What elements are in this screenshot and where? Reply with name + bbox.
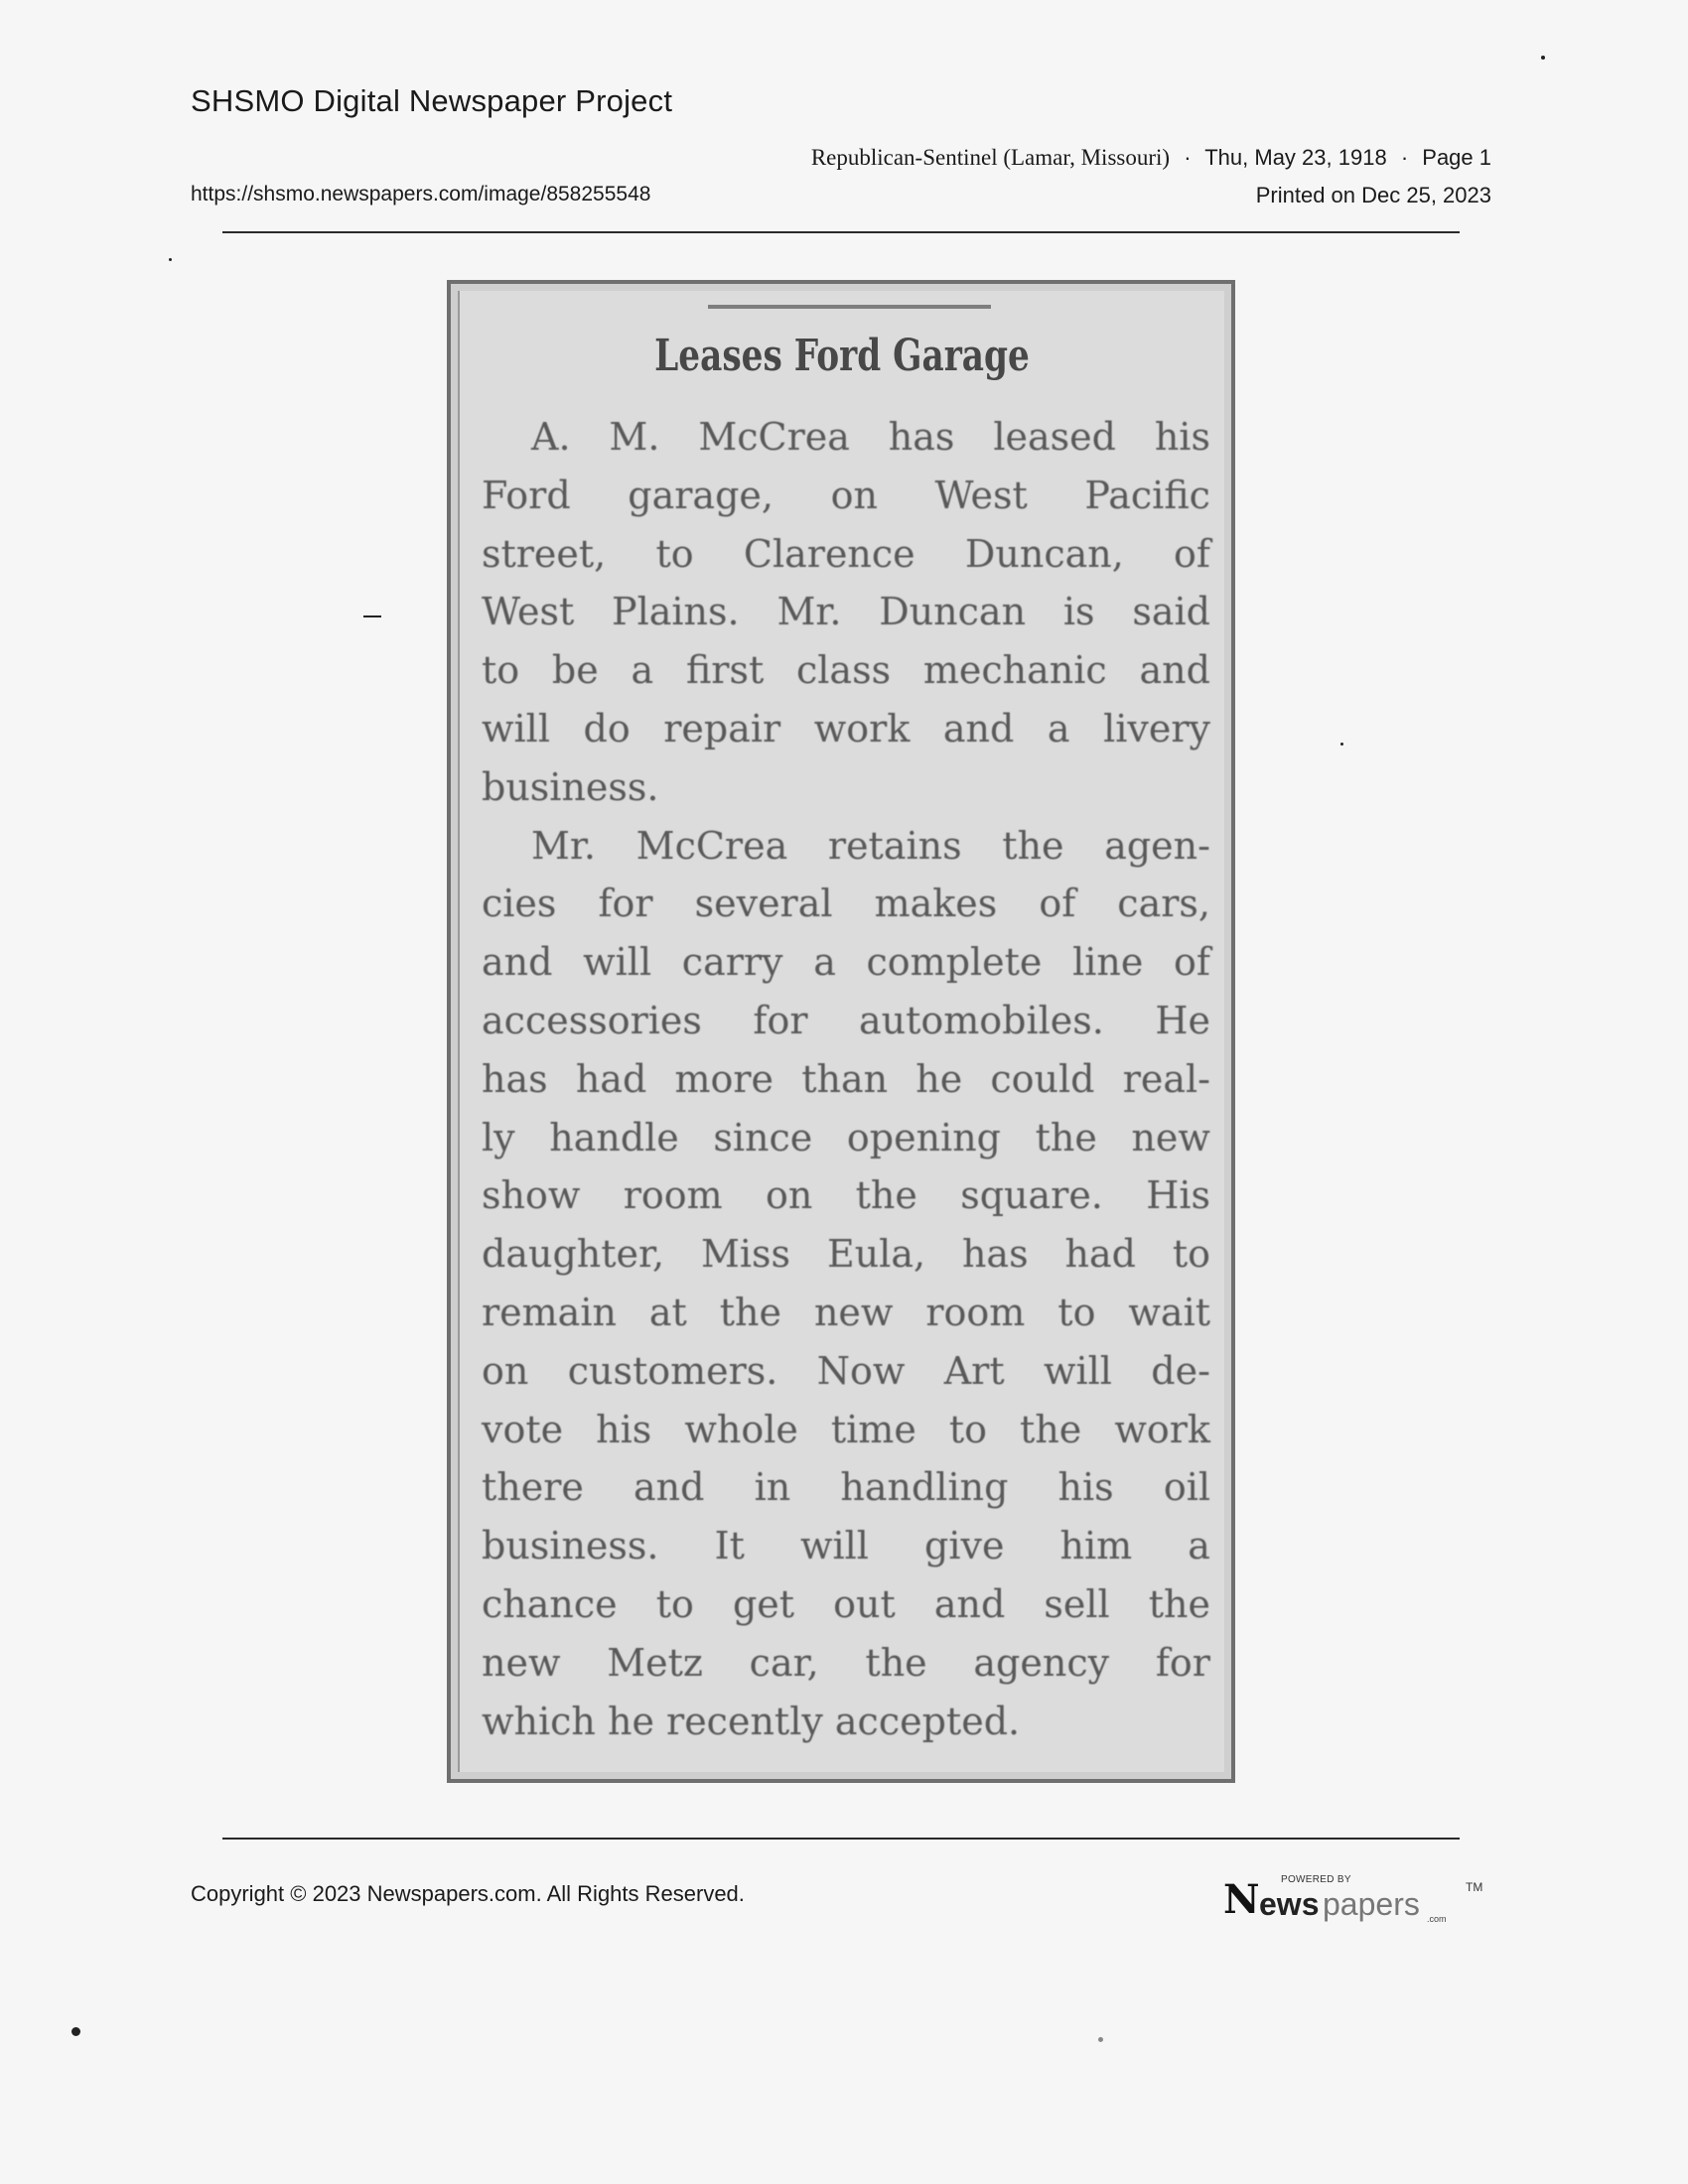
scan-speck [1098,2037,1103,2042]
publication-date: Thu, May 23, 1918 [1204,145,1387,170]
scan-speck [363,615,381,617]
logo-n: N [1223,1876,1260,1923]
logo-papers: papers [1323,1886,1420,1922]
clipping-line: street, to Clarence Duncan, of [482,531,1210,576]
header-divider [222,231,1460,233]
clipping-line: has had more than he could real- [482,1056,1210,1101]
clipping-line: cies for several makes of cars, [482,882,1210,926]
image-url: https://shsmo.newspapers.com/image/858255548 [191,183,651,205]
clipping-line: West Plains. Mr. Duncan is said [482,590,1210,634]
clipping-line: ly handle since opening the new [482,1115,1210,1160]
site-title: SHSMO Digital Newspaper Project [191,83,673,118]
copyright-notice: Copyright © 2023 Newspapers.com. All Rights Reserved. [191,1881,745,1906]
clipping-top-rule [708,305,991,309]
clipping-line: Ford garage, on West Pacific [482,473,1210,517]
page-number: Page 1 [1422,145,1491,170]
publication-name: Republican-Sentinel (Lamar, Missouri) [810,145,1171,170]
logo-trademark: TM [1466,1880,1483,1894]
clipping-text [482,408,1210,1750]
logo-powered-by: POWERED BY [1281,1874,1351,1885]
clipping-line: to be a first class mechanic and [482,648,1210,693]
clipping-line: A. M. McCrea has leased his [531,415,1210,459]
footer-divider [222,1838,1460,1840]
clipping-body [458,291,1224,1772]
newspapers-logo [1223,1874,1491,1924]
clipping-line: remain at the new room to wait [482,1290,1210,1334]
clipping-line: there and in handling his oil [482,1465,1210,1510]
logo-dotcom: .com [1427,1914,1447,1924]
clipping-headline: Leases Ford Garage [654,331,1030,381]
logo-ews: ews [1259,1886,1320,1922]
clipping-line: Mr. McCrea retains the agen- [531,823,1210,868]
newspaper-clipping [447,280,1235,1783]
scan-speck [169,258,172,261]
clipping-line: chance to get out and sell the [482,1581,1210,1626]
clipping-line: accessories for automobiles. He [482,998,1210,1042]
clipping-line: daughter, Miss Eula, has had to [482,1232,1210,1277]
separator: · [1184,145,1192,170]
clipping-line: on customers. Now Art will de- [482,1348,1210,1393]
scan-speck [71,2027,80,2036]
clipping-line: business. [482,764,659,809]
clipping-line: show room on the square. His [482,1173,1210,1218]
publication-info [811,145,1491,171]
scan-speck [1340,743,1343,746]
printed-date: Printed on Dec 25, 2023 [1255,183,1491,207]
clipping-line: and will carry a complete line of [482,940,1210,985]
clipping-line: new Metz car, the agency for [482,1640,1210,1685]
clipping-line: which he recently accepted. [482,1699,1021,1743]
scan-speck [1541,56,1545,60]
clipping-line: vote his whole time to the work [482,1407,1210,1451]
clipping-line: will do repair work and a livery [482,706,1210,751]
separator: · [1400,145,1409,170]
clipping-line: business. It will give him a [482,1524,1210,1569]
